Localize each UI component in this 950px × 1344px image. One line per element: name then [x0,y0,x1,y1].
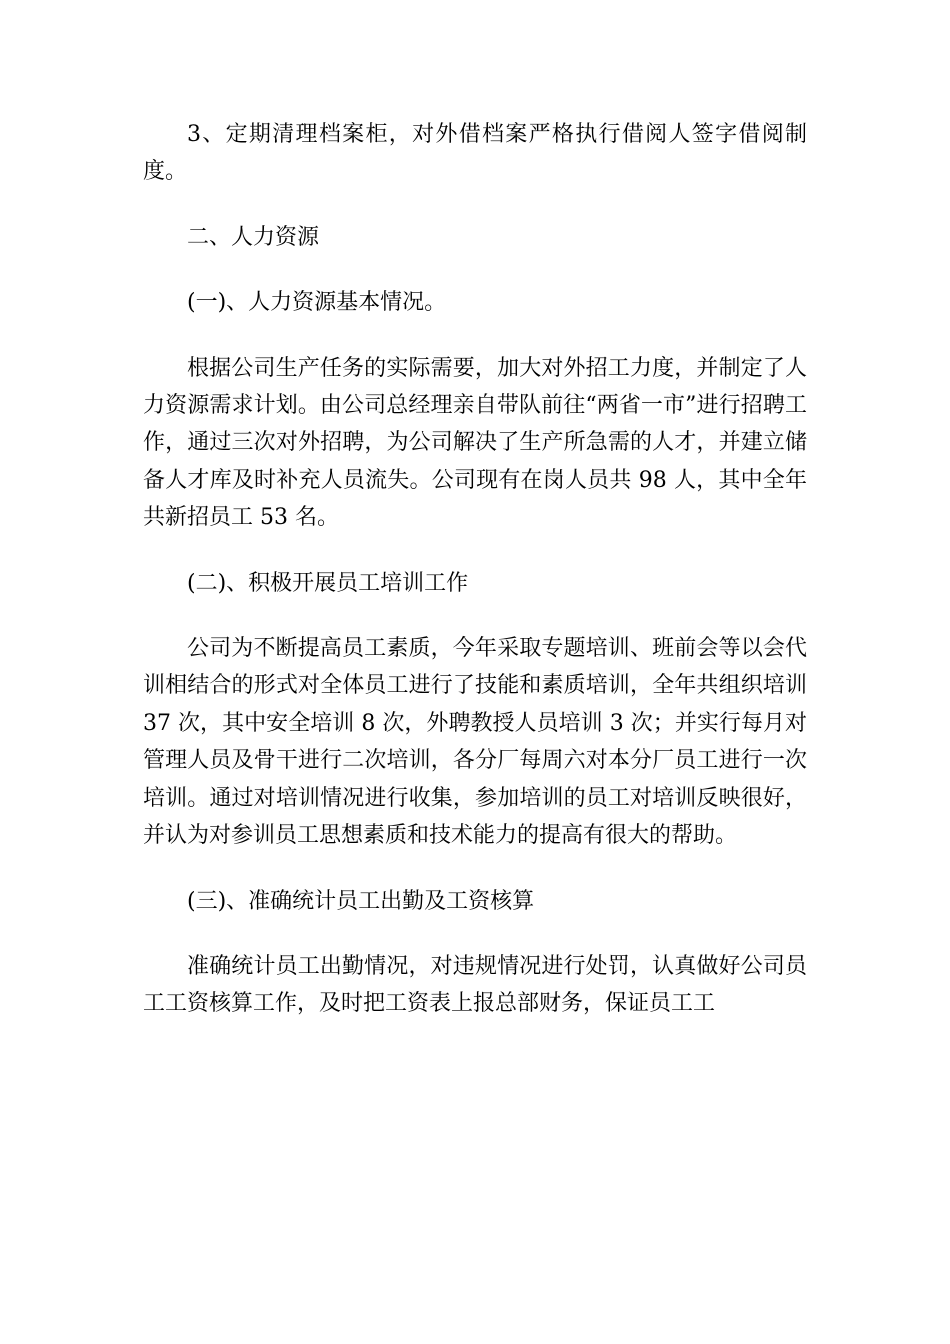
section-heading-human-resources: 二、人力资源 [187,224,320,250]
paragraph-archive-cabinet: 3、定期清理档案柜，对外借档案严格执行借阅人签字借阅制度。 [143,122,807,185]
paragraph-training: 公司为不断提高员工素质，今年采取专题培训、班前会等以会代训相结合的形式对全体员工进行了技能和素质培训，全年共组织培训 37 次，其中安全培训 8 次，外聘教授人员培训 3 次；并实行每月对管理人员及骨干进行二次培训，各分厂每周六对本分厂员工进行一次培训。通过对培训情况进行收集，参加培训的员工对培训反映很好，并认为对参训员工思想素质和技术能力的提高有很大的帮助。 [143,636,807,849]
subheading-hr-basic-situation: (一)、人力资源基本情况。 [187,290,447,316]
subheading-attendance-payroll: (三)、准确统计员工出勤及工资核算 [187,888,535,914]
paragraph-recruitment: 根据公司生产任务的实际需要，加大对外招工力度，并制定了人力资源需求计划。由公司总经理亲自带队前往“两省一市”进行招聘工作，通过三次对外招聘，为公司解决了生产所急需的人才，并建立储备人才库及时补充人员流失。公司现有在岗人员共 98 人，其中全年共新招员工 53 名。 [143,355,807,531]
subheading-staff-training: (二)、积极开展员工培训工作 [187,570,469,596]
paragraph-attendance: 准确统计员工出勤情况，对违规情况进行处罚，认真做好公司员工工资核算工作，及时把工资表上报总部财务，保证员工工 [143,953,807,1017]
document-body [143,116,807,1051]
